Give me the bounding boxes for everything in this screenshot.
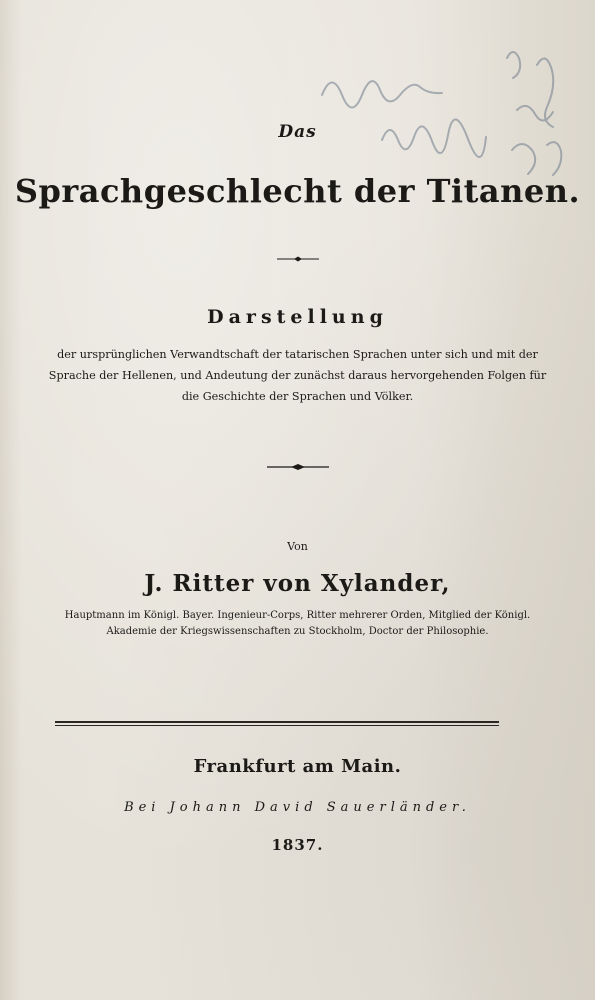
book-title: Sprachgeschlecht der Titanen. [14, 172, 581, 210]
ornament-divider-1 [277, 256, 319, 262]
subheading: Darstellung [207, 306, 388, 328]
publisher: Bei Johann David Sauerländer. [124, 800, 471, 815]
by-label: Von [287, 540, 308, 553]
title-article: Das [278, 122, 317, 142]
author-name: J. Ritter von Xylander, [144, 570, 451, 597]
description: der ursprünglichen Verwandtschaft der tatarischen Sprachen unter sich und mit der Sprache der Hellenen, und Andeutung der zunächst daraus hervorgehenden Folgen für die Geschichte der Sprachen und Völker. [48, 348, 547, 403]
author-credentials: Hauptmann im Königl. Bayer. Ingenieur-Corps, Ritter mehrerer Orden, Mitglied der Königl. Akademie der Kriegswissenschaften zu Stockholm, Doctor der Philosophie. [64, 610, 531, 637]
publication-place: Frankfurt am Main. [193, 756, 402, 777]
double-rule [55, 721, 499, 726]
publication-year: 1837. [271, 836, 324, 854]
ornament-divider-2 [267, 464, 329, 470]
